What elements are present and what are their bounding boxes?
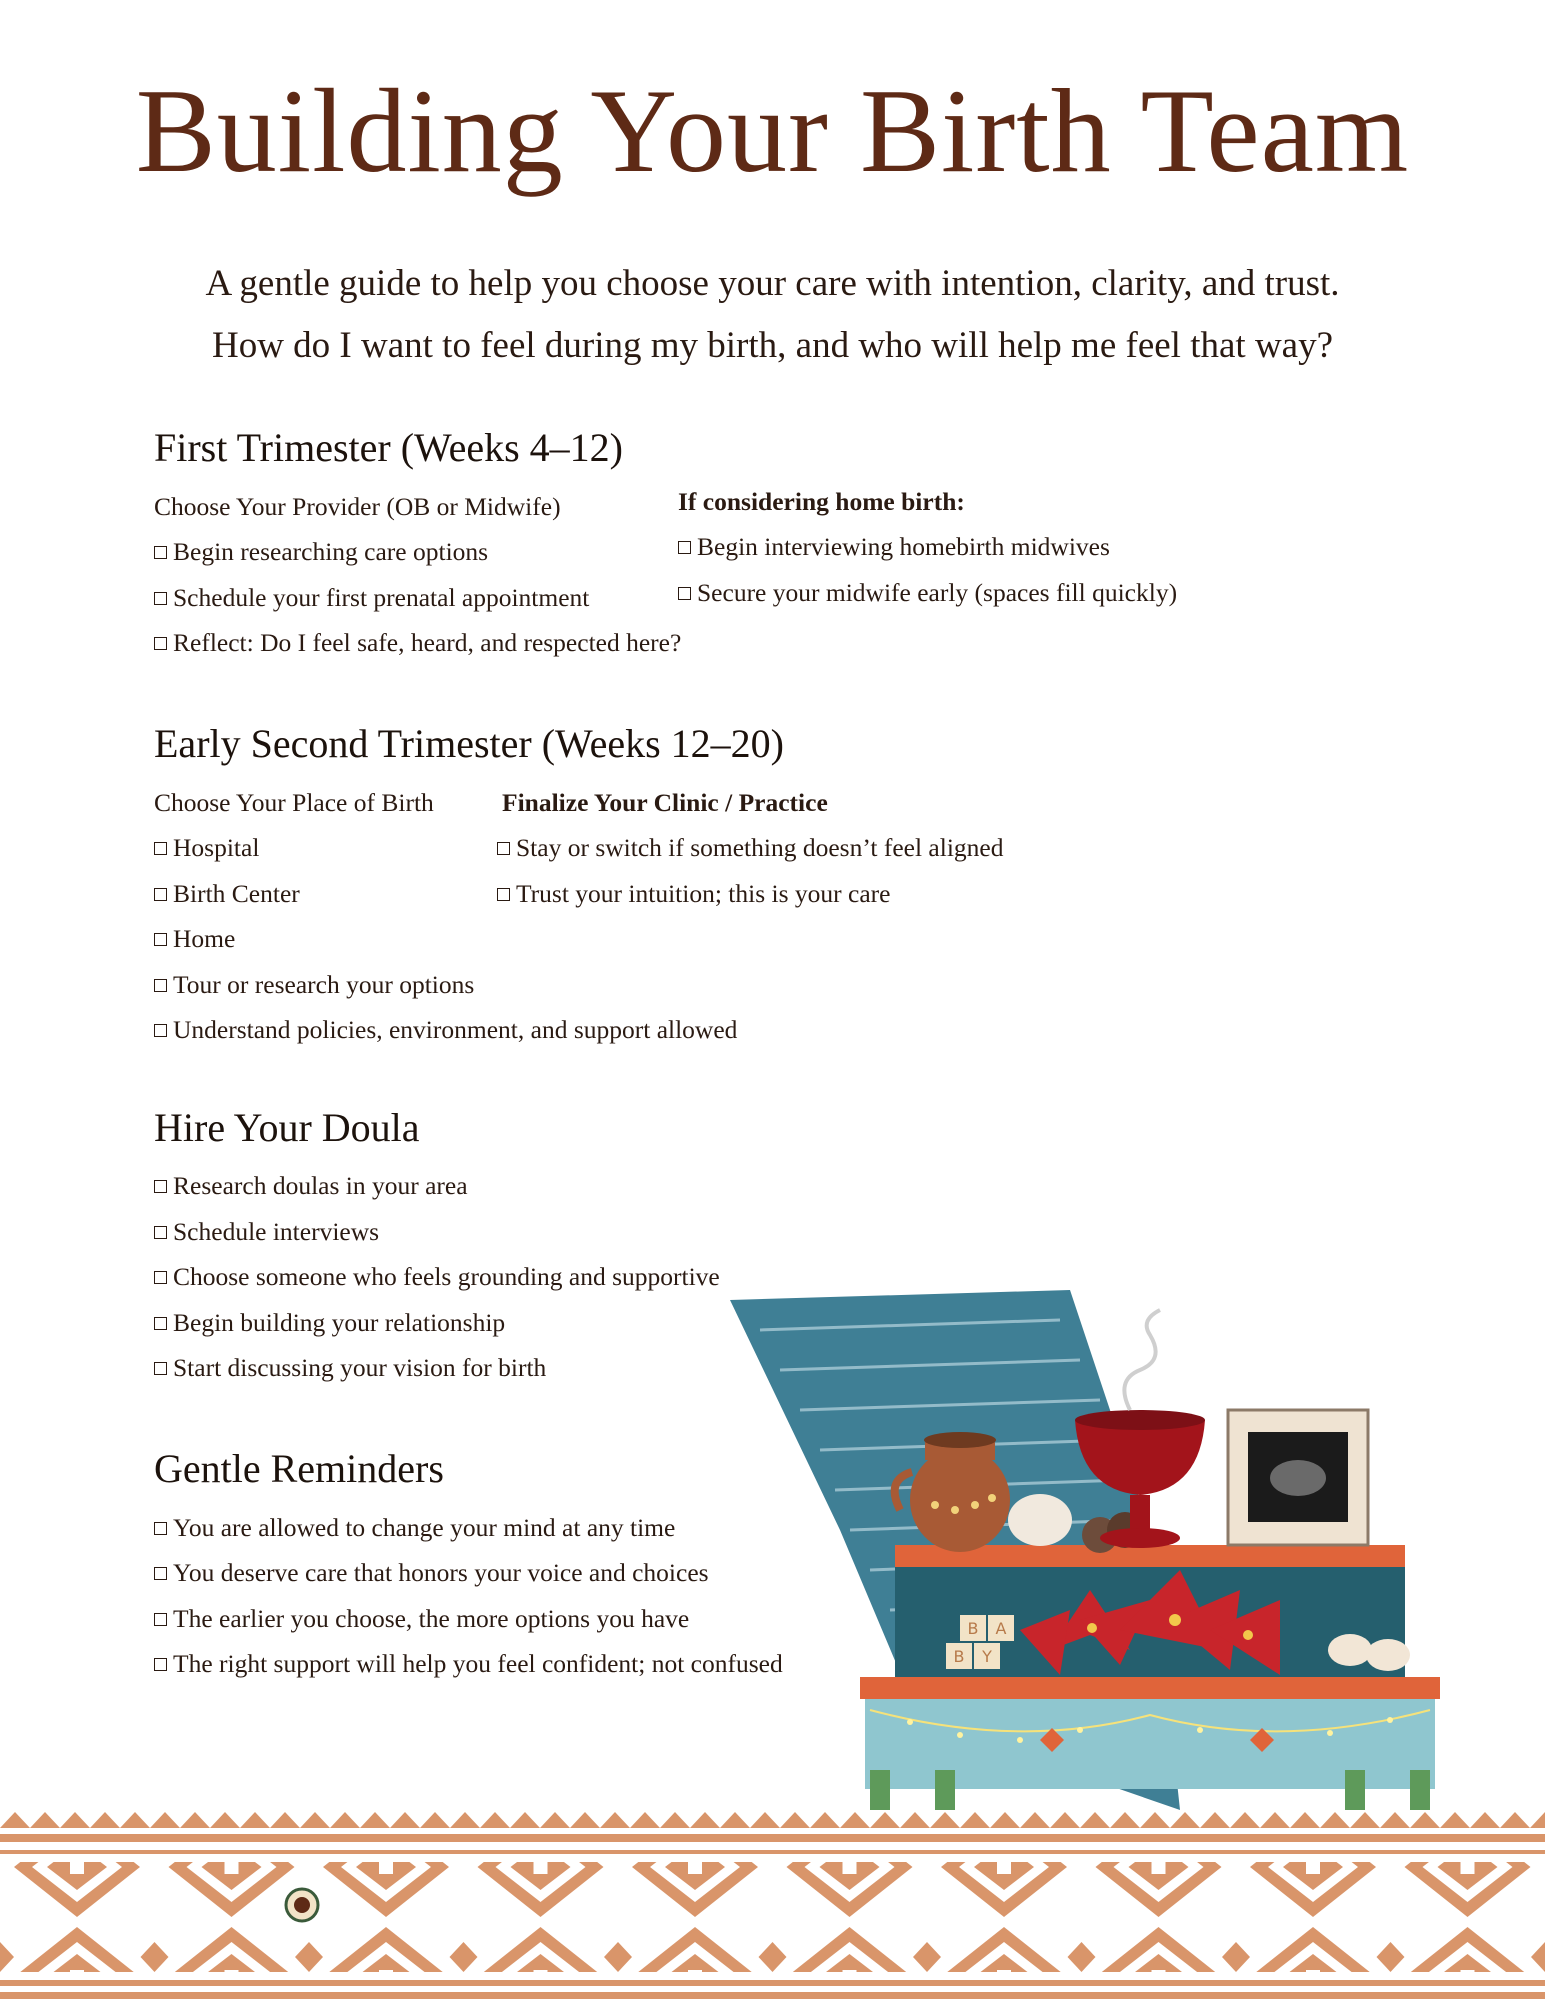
checkbox-icon[interactable] [154, 1658, 167, 1671]
checkbox-icon[interactable] [154, 888, 167, 901]
checklist-item[interactable]: Begin building your relationship [154, 1308, 505, 1338]
baby-shoe-icon [1328, 1634, 1372, 1666]
clinic-label: Finalize Your Clinic / Practice [502, 788, 828, 817]
intro-line-2: How do I want to feel during my birth, and who will help me feel that way? [211, 325, 1334, 366]
checkbox-icon[interactable] [154, 1024, 167, 1037]
checkbox-icon[interactable] [497, 888, 510, 901]
checkbox-icon[interactable] [154, 592, 167, 605]
checklist-item[interactable]: Home [154, 924, 235, 954]
baby-block-letter: B [967, 1619, 979, 1638]
checkbox-icon[interactable] [154, 1226, 167, 1239]
checkbox-icon[interactable] [154, 546, 167, 559]
checklist-item[interactable]: Start discussing your vision for birth [154, 1353, 546, 1383]
ultrasound-frame-icon [1228, 1410, 1368, 1545]
checklist-item[interactable]: Schedule interviews [154, 1217, 379, 1247]
baby-block-letter: A [995, 1619, 1007, 1638]
checkbox-icon[interactable] [154, 1317, 167, 1330]
checkbox-icon[interactable] [154, 637, 167, 650]
checklist-item[interactable]: The earlier you choose, the more options you have [154, 1604, 689, 1634]
checkbox-icon[interactable] [154, 1362, 167, 1375]
checklist-item[interactable]: You are allowed to change your mind at any time [154, 1513, 675, 1543]
checklist-item[interactable]: Hospital [154, 833, 259, 863]
reminders-heading: Gentle Reminders [154, 1446, 444, 1491]
baby-block-letter: B [953, 1647, 965, 1666]
checkbox-icon[interactable] [154, 1567, 167, 1580]
checkbox-icon[interactable] [154, 933, 167, 946]
checklist-item[interactable]: Secure your midwife early (spaces fill quickly) [678, 578, 1177, 608]
checklist-item[interactable]: Understand policies, environment, and support allowed [154, 1015, 737, 1045]
checklist-item[interactable]: Reflect: Do I feel safe, heard, and respected here? [154, 628, 681, 658]
checkbox-icon[interactable] [678, 541, 691, 554]
checkbox-icon[interactable] [154, 1180, 167, 1193]
checklist-item[interactable]: Birth Center [154, 879, 300, 909]
checklist-item[interactable]: Trust your intuition; this is your care [497, 879, 890, 909]
provider-label: Choose Your Provider (OB or Midwife) [154, 492, 561, 521]
page-title: Building Your Birth Team [135, 64, 1410, 197]
doula-heading: Hire Your Doula [154, 1105, 420, 1150]
checkbox-icon[interactable] [678, 587, 691, 600]
altar-illustration [720, 1290, 1440, 1810]
home-birth-label: If considering home birth: [678, 487, 965, 516]
checklist-item[interactable]: Stay or switch if something doesn’t feel aligned [497, 833, 1003, 863]
checklist-item[interactable]: Begin researching care options [154, 537, 488, 567]
baby-block-letter: Y [982, 1647, 992, 1666]
intro-line-1: A gentle guide to help you choose your care with intention, clarity, and trust. [205, 263, 1340, 304]
second-trimester-heading: Early Second Trimester (Weeks 12–20) [154, 721, 784, 766]
checkbox-icon[interactable] [154, 1271, 167, 1284]
first-trimester-heading: First Trimester (Weeks 4–12) [154, 425, 623, 470]
checkbox-icon[interactable] [154, 979, 167, 992]
shell-icon [1008, 1494, 1072, 1546]
checkbox-icon[interactable] [154, 1613, 167, 1626]
checklist-item[interactable]: The right support will help you feel confident; not confused [154, 1649, 783, 1679]
checklist-item[interactable]: Tour or research your options [154, 970, 474, 1000]
checkbox-icon[interactable] [154, 842, 167, 855]
place-of-birth-label: Choose Your Place of Birth [154, 788, 434, 817]
checklist-item[interactable]: Choose someone who feels grounding and supportive [154, 1262, 720, 1292]
checkbox-icon[interactable] [497, 842, 510, 855]
checklist-item[interactable]: Begin interviewing homebirth midwives [678, 532, 1110, 562]
checklist-item[interactable]: Schedule your first prenatal appointment [154, 583, 589, 613]
checkbox-icon[interactable] [154, 1522, 167, 1535]
footer-pattern [0, 1812, 1545, 1999]
checklist-item[interactable]: Research doulas in your area [154, 1171, 468, 1201]
checklist-item[interactable]: You deserve care that honors your voice and choices [154, 1558, 709, 1588]
